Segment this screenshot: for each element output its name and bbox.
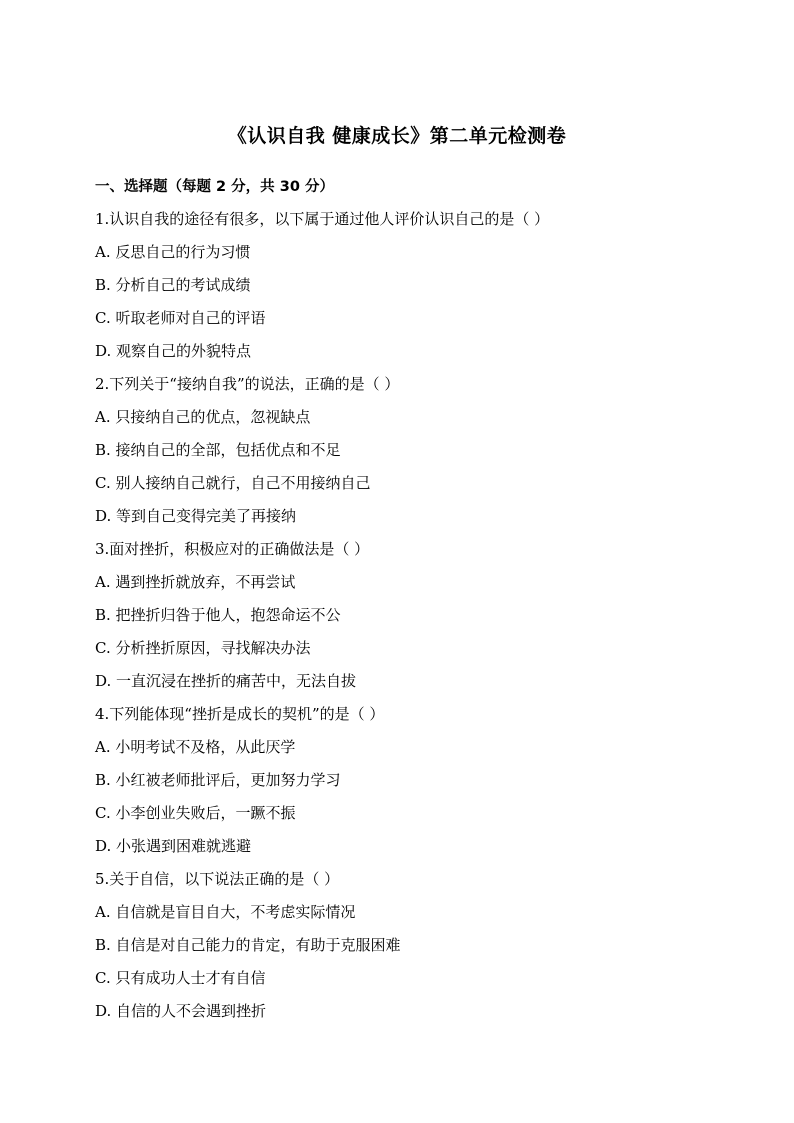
- option-c: C. 听取老师对自己的评语: [95, 309, 266, 327]
- option-d: D. 观察自己的外貌特点: [95, 342, 252, 360]
- option-a: A. 自信就是盲目自大，不考虑实际情况: [95, 903, 356, 921]
- question-stem: 3.面对挫折，积极应对的正确做法是（ ）: [95, 540, 370, 558]
- option-c: C. 别人接纳自己就行，自己不用接纳自己: [95, 474, 371, 492]
- question-stem: 1.认识自我的途径有很多，以下属于通过他人评价认识自己的是（ ）: [95, 210, 550, 228]
- option-a: A. 小明考试不及格，从此厌学: [95, 738, 296, 756]
- option-b: B. 接纳自己的全部，包括优点和不足: [95, 441, 341, 459]
- question-list: [95, 207, 715, 1032]
- option-b: B. 把挫折归咎于他人，抱怨命运不公: [95, 606, 341, 624]
- question-4: [95, 702, 715, 867]
- option-c: C. 只有成功人士才有自信: [95, 969, 266, 987]
- question-stem: 2.下列关于“接纳自我”的说法，正确的是（ ）: [95, 375, 400, 393]
- option-c: C. 小李创业失败后，一蹶不振: [95, 804, 296, 822]
- option-a: A. 遇到挫折就放弃，不再尝试: [95, 573, 296, 591]
- option-d: D. 一直沉浸在挫折的痛苦中，无法自拔: [95, 672, 357, 690]
- option-a: A. 只接纳自己的优点，忽视缺点: [95, 408, 311, 426]
- question-5: [95, 867, 715, 1032]
- question-stem: 4.下列能体现“挫折是成长的契机”的是（ ）: [95, 705, 385, 723]
- question-2: [95, 372, 715, 537]
- question-3: [95, 537, 715, 702]
- option-a: A. 反思自己的行为习惯: [95, 243, 251, 261]
- option-d: D. 小张遇到困难就逃避: [95, 837, 252, 855]
- section-heading-multiple-choice: 一、选择题（每题 2 分，共 30 分）: [95, 179, 334, 195]
- option-c: C. 分析挫折原因，寻找解决办法: [95, 639, 311, 657]
- option-b: B. 自信是对自己能力的肯定，有助于克服困难: [95, 936, 401, 954]
- option-d: D. 等到自己变得完美了再接纳: [95, 507, 297, 525]
- question-1: [95, 207, 715, 372]
- option-d: D. 自信的人不会遇到挫折: [95, 1002, 267, 1020]
- question-stem: 5.关于自信，以下说法正确的是（ ）: [95, 870, 340, 888]
- option-b: B. 分析自己的考试成绩: [95, 276, 251, 294]
- option-b: B. 小红被老师批评后，更加努力学习: [95, 771, 341, 789]
- exam-title: 《认识自我 健康成长》第二单元检测卷: [227, 125, 567, 147]
